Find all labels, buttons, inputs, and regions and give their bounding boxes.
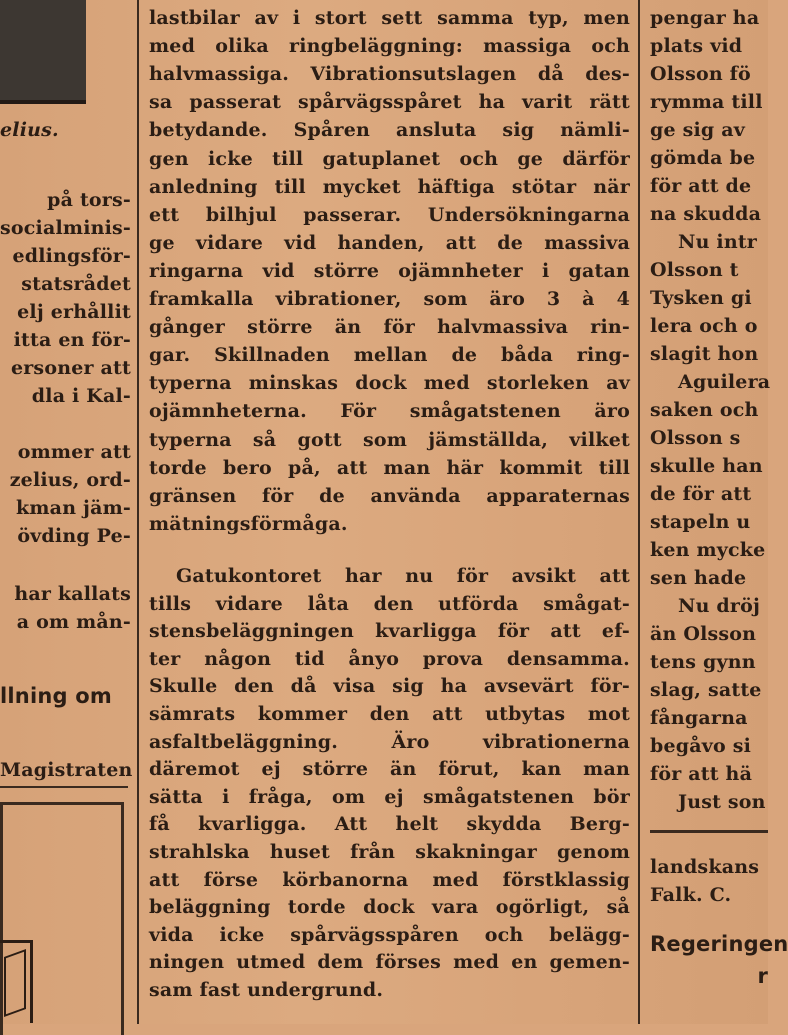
right-line: de för att [650, 483, 752, 505]
column-rule-left [137, 0, 139, 1024]
article-line: gar. Skillnaden mellan de båda ring- [149, 344, 630, 367]
right-line: för att hä [650, 763, 753, 785]
left-line: a om mån- [16, 611, 131, 633]
left-line: ersoner att [10, 357, 131, 379]
left-line: elius. [0, 119, 59, 141]
right-line: tens gynn [650, 651, 756, 673]
right-line: för att de [650, 175, 752, 197]
right-rule [650, 830, 768, 833]
article-line: tills vidare låta den utförda smågat- [149, 592, 630, 615]
right-line: plats vid [650, 35, 743, 57]
right-line: na skudda [650, 203, 762, 225]
article-line: typerna så gott som jämställda, vilket [149, 428, 630, 451]
right-headline: Regeringen [650, 932, 788, 956]
article-line: torde bero på, att man här kommit till [149, 456, 630, 479]
left-line: ommer att [17, 441, 131, 463]
right-line: skulle han [650, 455, 763, 477]
right-line: gömda be [650, 147, 756, 169]
article-line: ningen utmed dem förses med en gemen- [149, 951, 630, 974]
article-line: däremot ej större än förut, kan man [149, 758, 630, 781]
left-line: har kallats [14, 583, 131, 605]
article-line: sam fast undergrund. [149, 979, 384, 1001]
article-line: stensbeläggningen kvarligga för att ef- [149, 620, 630, 643]
right-line: än Olsson [650, 623, 757, 645]
article-line: halvmassiga. Vibrationsutslagen då des- [149, 63, 630, 86]
article-line: Gatukontoret har nu för avsikt att [176, 565, 630, 587]
column-rule-right [638, 0, 640, 1024]
right-line: Tysken gi [650, 287, 752, 309]
right-line: sen hade [650, 567, 747, 589]
right-line: landskans [650, 856, 760, 878]
article-line: typerna minskas dock med storleken av [149, 372, 630, 395]
left-line: dla i Kal- [31, 385, 131, 407]
left-line: kman jäm- [16, 497, 131, 519]
left-line: socialminis- [0, 217, 132, 239]
article-line: framkalla vibrationer, som äro 3 à 4 [149, 288, 630, 310]
article-line: ge vidare vid handen, att de massiva [149, 231, 630, 254]
left-rule-1 [0, 786, 128, 788]
right-line: Falk. C. [650, 884, 732, 906]
right-line: slagit hon [650, 343, 759, 365]
article-line: lastbilar av i stort sett samma typ, men [149, 7, 630, 29]
left-subhead: Magistraten [0, 759, 133, 781]
article-line: gånger större än för halvmassiva rin- [149, 316, 630, 339]
right-line: slag, satte [650, 679, 762, 701]
right-line: lera och o [650, 315, 758, 337]
article-line: att förse körbanorna med förstklassig [149, 868, 630, 891]
left-headline: llning om [0, 684, 112, 708]
article-line: mätningsförmåga. [149, 512, 348, 535]
right-line: Olsson s [650, 427, 741, 449]
left-line: edlingsför- [12, 245, 131, 267]
right-line: Nu intr [678, 231, 758, 253]
article-line: strahlska huset från skakningar genom [149, 841, 630, 863]
right-line: Just son [678, 791, 766, 813]
article-line: beläggning torde dock vara ogörligt, så [149, 896, 630, 919]
right-line: begåvo si [650, 735, 752, 757]
article-line: asfaltbeläggning. Äro vibrationerna [149, 730, 630, 753]
article-line: sämrats kommer den att utbytas mot [149, 703, 630, 725]
right-line: Olsson fö [650, 63, 751, 85]
right-line: Aguilera [678, 371, 771, 393]
right-line: saken och [650, 399, 759, 421]
right-line: Nu dröj [678, 595, 761, 617]
article-line: gen icke till gatuplanet och ge därför [149, 147, 630, 170]
article-line: sa passerat spårvägsspåret ha varit rätt [149, 91, 630, 114]
right-line: stapeln u [650, 511, 751, 533]
photo-image [0, 0, 86, 104]
left-line: itta en för- [13, 329, 131, 351]
left-line: på tors- [47, 189, 131, 211]
article-line: ett bilhjul passerar. Undersökningarna [149, 203, 630, 226]
article-line: ringarna vid större ojämnheter i gatan [149, 259, 630, 282]
right-line: pengar ha [650, 7, 760, 29]
article-line: sätta i fråga, om ej smågatstenen bör [149, 785, 630, 808]
right-line: ge sig av [650, 119, 745, 141]
article-line: ojämnheterna. För smågatstenen äro [149, 400, 630, 423]
left-line: zelius, ord- [9, 469, 131, 491]
right-headline-2: r [757, 964, 768, 988]
article-line: få kvarligga. Att helt skydda Berg- [149, 813, 630, 836]
right-line: ken mycke [650, 539, 766, 561]
article-line: ter någon tid ånyo prova densamma. [149, 647, 630, 670]
left-line: statsrådet [21, 273, 131, 295]
left-line: övding Pe- [17, 525, 131, 547]
left-line: elj erhållit [17, 301, 131, 323]
article-line: vida icke spårvägsspåren och belägg- [149, 923, 630, 946]
article-line: med olika ringbeläggning: massiga och [149, 35, 630, 58]
right-line: rymma till [650, 91, 763, 113]
ad-graphic [0, 940, 33, 1023]
article-line: betydande. Spåren ansluta sig nämli- [149, 119, 630, 142]
right-line: Olsson t [650, 259, 739, 281]
right-line: fångarna [650, 707, 748, 729]
article-line: gränsen för de använda apparaternas [149, 484, 630, 507]
article-line: Skulle den då visa sig ha avsevärt för- [149, 675, 630, 698]
article-line: anledning till mycket häftiga stötar när [149, 175, 630, 198]
